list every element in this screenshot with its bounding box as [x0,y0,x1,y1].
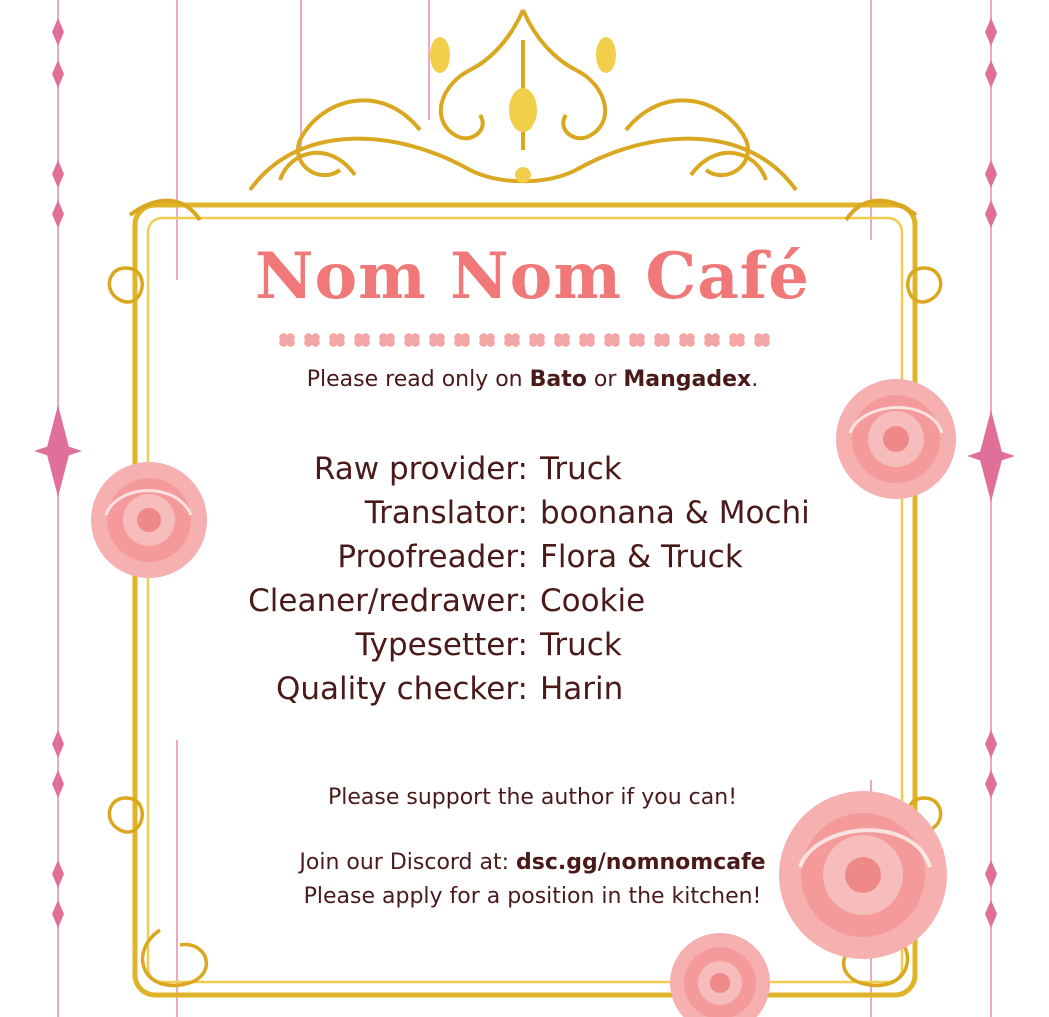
divider-flower [529,333,545,347]
credit-role: Raw provider: [313,451,528,487]
credit-role: Proofreader: [337,539,528,575]
divider-flower [429,333,445,347]
credit-name: Flora & Truck [540,539,743,575]
divider-flower [504,333,520,347]
notice-site-bato: Bato [529,367,587,392]
divider-flower [579,333,595,347]
discord-prefix: Join our Discord at: [299,850,517,875]
divider-flower [279,333,295,347]
divider-flower [554,333,570,347]
notice-prefix: Please read only on [306,367,530,392]
divider-flower [629,333,645,347]
notice-suffix: . [751,367,759,392]
flower-divider [278,331,771,349]
credit-row [165,495,900,539]
notice-middle: or [586,367,624,392]
divider-flower [354,333,370,347]
page-title: Nom Nom Café [254,239,811,314]
credit-row [165,627,900,671]
divider-flower [754,333,770,347]
credit-row [165,451,900,495]
notice-site-mangadex: Mangadex [623,367,752,392]
discord-link[interactable]: dsc.gg/nomnomcafe [516,850,766,875]
support-text: Please support the author if you can! [327,785,738,810]
credit-role: Translator: [364,495,528,531]
divider-flower [404,333,420,347]
credit-row [165,583,900,627]
read-notice [165,367,900,392]
credits-card [165,225,900,970]
credit-role: Cleaner/redrawer: [248,583,528,619]
divider-flower [479,333,495,347]
divider-flower [329,333,345,347]
divider-flower [654,333,670,347]
divider-flower [704,333,720,347]
divider-flower [729,333,745,347]
credit-name: Harin [540,671,624,707]
credit-name: Truck [540,627,622,663]
discord-line [165,850,900,875]
credit-name: Truck [540,451,622,487]
credit-row [165,539,900,583]
credit-name: Cookie [540,583,646,619]
divider-flower [679,333,695,347]
credit-role: Quality checker: [276,671,528,707]
divider-flower [379,333,395,347]
apply-text: Please apply for a position in the kitchen! [303,884,762,909]
credits-list [165,451,900,715]
divider-flower [304,333,320,347]
credit-row [165,671,900,715]
credit-role: Typesetter: [355,627,528,663]
credit-name: boonana & Mochi [540,495,810,531]
divider-flower [454,333,470,347]
divider-flower [604,333,620,347]
